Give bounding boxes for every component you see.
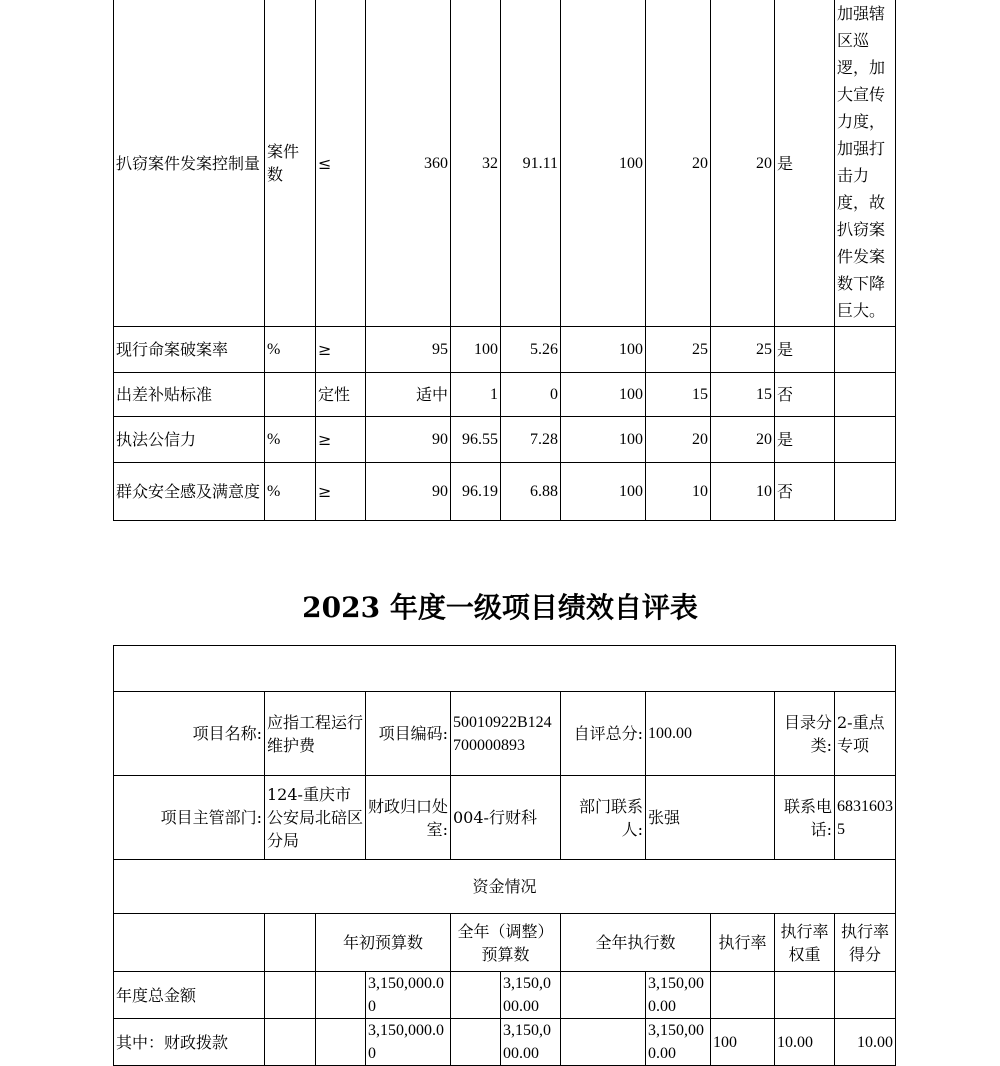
indicator-weight: 10 <box>646 463 711 521</box>
blank-cell <box>451 1019 501 1066</box>
indicator-operator: 定性 <box>316 373 366 417</box>
table-row <box>114 692 896 776</box>
indicator-full-score: 100 <box>561 463 646 521</box>
indicator-score: 20 <box>711 0 775 327</box>
contact-label: 部门联系人: <box>561 776 646 860</box>
funds-initial: 3,150,000.00 <box>366 972 451 1019</box>
indicator-met: 是 <box>775 327 835 373</box>
blank-cell <box>561 972 646 1019</box>
table-row <box>114 972 896 1019</box>
blank-cell <box>561 1019 646 1066</box>
funds-header-executed: 全年执行数 <box>561 914 711 972</box>
indicator-rate: 91.11 <box>501 0 561 327</box>
indicator-rate: 5.26 <box>501 327 561 373</box>
funds-row-label: 年度总金额 <box>114 972 265 1019</box>
indicator-rate: 6.88 <box>501 463 561 521</box>
indicator-note <box>835 417 896 463</box>
blank-cell <box>265 972 316 1019</box>
table-row <box>114 417 896 463</box>
funds-header-blank <box>265 914 316 972</box>
indicator-unit: 案件数 <box>265 0 316 327</box>
table-row <box>114 463 896 521</box>
table-row <box>114 860 896 914</box>
blank-header-cell <box>114 646 896 692</box>
indicator-weight: 20 <box>646 0 711 327</box>
page-title: 2023 年度一级项目绩效自评表 <box>302 591 698 624</box>
project-name-label: 项目名称: <box>114 692 265 776</box>
indicator-name: 群众安全感及满意度 <box>114 463 265 521</box>
finance-office-value: 004-行财科 <box>451 776 561 860</box>
indicator-score: 20 <box>711 417 775 463</box>
indicator-operator: ≥ <box>316 417 366 463</box>
funds-header-blank <box>114 914 265 972</box>
table-row <box>114 0 896 327</box>
indicator-unit: % <box>265 463 316 521</box>
indicator-name: 执法公信力 <box>114 417 265 463</box>
table-row <box>114 914 896 972</box>
indicator-operator: ≤ <box>316 0 366 327</box>
dept-value: 124-重庆市公安局北碚区分局 <box>265 776 366 860</box>
indicator-score: 15 <box>711 373 775 417</box>
blank-cell <box>316 1019 366 1066</box>
funds-header-initial: 年初预算数 <box>316 914 451 972</box>
indicator-rate: 0 <box>501 373 561 417</box>
table-row <box>114 776 896 860</box>
funds-section-label: 资金情况 <box>114 860 896 914</box>
indicator-met: 否 <box>775 463 835 521</box>
indicator-operator: ≥ <box>316 463 366 521</box>
indicator-met: 是 <box>775 0 835 327</box>
funds-weight <box>775 972 835 1019</box>
indicator-note: 加强辖区巡逻，加大宣传力度，加强打击力度，故扒窃案件发案数下降巨大。 <box>835 0 896 327</box>
funds-header-score: 执行率得分 <box>835 914 896 972</box>
funds-row-label: 其中：财政拨款 <box>114 1019 265 1066</box>
indicator-score: 25 <box>711 327 775 373</box>
phone-label: 联系电话: <box>775 776 835 860</box>
indicator-name: 现行命案破案率 <box>114 327 265 373</box>
funds-rate: 100 <box>711 1019 775 1066</box>
phone-value: 68316035 <box>835 776 896 860</box>
indicator-actual: 1 <box>451 373 501 417</box>
table-row <box>114 373 896 417</box>
project-name-value: 应指工程运行维护费 <box>265 692 366 776</box>
self-score-label: 自评总分: <box>561 692 646 776</box>
table-row <box>114 1019 896 1066</box>
funds-weight: 10.00 <box>775 1019 835 1066</box>
funds-executed: 3,150,000.00 <box>646 1019 711 1066</box>
table-row <box>114 646 896 692</box>
contact-value: 张强 <box>646 776 775 860</box>
indicator-unit <box>265 373 316 417</box>
funds-initial: 3,150,000.00 <box>366 1019 451 1066</box>
indicator-weight: 20 <box>646 417 711 463</box>
funds-adjusted: 3,150,000.00 <box>501 1019 561 1066</box>
indicator-weight: 15 <box>646 373 711 417</box>
indicator-name: 出差补贴标准 <box>114 373 265 417</box>
indicator-weight: 25 <box>646 327 711 373</box>
indicator-target: 95 <box>366 327 451 373</box>
indicator-actual: 96.55 <box>451 417 501 463</box>
indicator-name: 扒窃案件发案控制量 <box>114 0 265 327</box>
funds-executed: 3,150,000.00 <box>646 972 711 1019</box>
indicator-rate: 7.28 <box>501 417 561 463</box>
indicator-note <box>835 373 896 417</box>
indicator-unit: % <box>265 417 316 463</box>
catalog-label: 目录分类: <box>775 692 835 776</box>
funds-adjusted: 3,150,000.00 <box>501 972 561 1019</box>
funds-header-adjusted: 全年（调整）预算数 <box>451 914 561 972</box>
indicator-met: 否 <box>775 373 835 417</box>
indicator-target: 适中 <box>366 373 451 417</box>
indicator-target: 360 <box>366 0 451 327</box>
indicator-full-score: 100 <box>561 0 646 327</box>
indicator-met: 是 <box>775 417 835 463</box>
funds-rate <box>711 972 775 1019</box>
indicator-full-score: 100 <box>561 417 646 463</box>
indicator-actual: 100 <box>451 327 501 373</box>
blank-cell <box>265 1019 316 1066</box>
funds-score: 10.00 <box>835 1019 896 1066</box>
self-score-value: 100.00 <box>646 692 775 776</box>
project-code-label: 项目编码: <box>366 692 451 776</box>
indicator-operator: ≥ <box>316 327 366 373</box>
funds-header-weight: 执行率权重 <box>775 914 835 972</box>
indicator-table <box>113 0 896 521</box>
indicator-unit: % <box>265 327 316 373</box>
blank-cell <box>316 972 366 1019</box>
indicator-full-score: 100 <box>561 327 646 373</box>
dept-label: 项目主管部门: <box>114 776 265 860</box>
project-code-value: 50010922B124700000893 <box>451 692 561 776</box>
blank-cell <box>451 972 501 1019</box>
indicator-note <box>835 463 896 521</box>
funds-header-rate: 执行率 <box>711 914 775 972</box>
finance-office-label: 财政归口处室: <box>366 776 451 860</box>
indicator-full-score: 100 <box>561 373 646 417</box>
indicator-actual: 32 <box>451 0 501 327</box>
indicator-target: 90 <box>366 417 451 463</box>
funds-score <box>835 972 896 1019</box>
indicator-actual: 96.19 <box>451 463 501 521</box>
table-row <box>114 327 896 373</box>
indicator-target: 90 <box>366 463 451 521</box>
indicator-score: 10 <box>711 463 775 521</box>
indicator-note <box>835 327 896 373</box>
catalog-value: 2-重点专项 <box>835 692 896 776</box>
project-table <box>113 645 896 1066</box>
